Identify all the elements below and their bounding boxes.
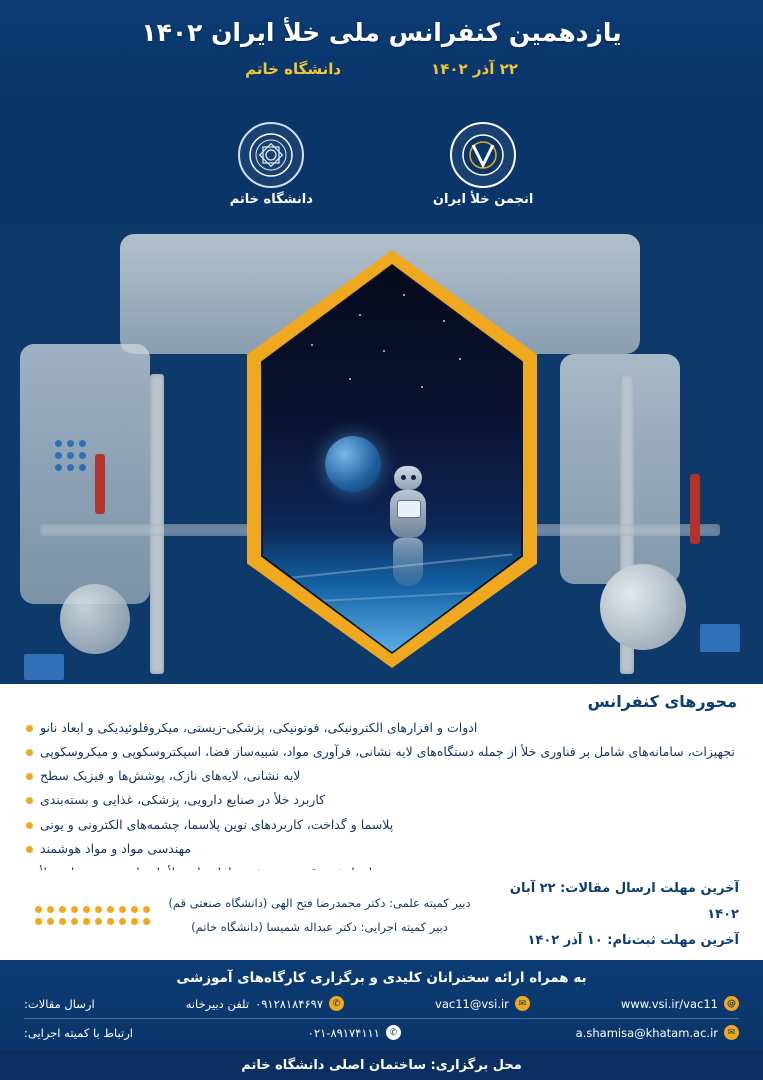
topic-text: ادوات و افزارهای الکترونیکی، فوتونیکی، پزشکی-زیستی، میکروفلوئیدیکی و ابعاد نانو <box>40 720 478 735</box>
label-executive-contact <box>24 1026 133 1040</box>
poster-header <box>0 0 763 104</box>
website-text: www.vsi.ir/vac11 <box>620 996 718 1011</box>
topic-text: مهندسی مواد و مواد هوشمند <box>40 840 192 856</box>
page-title: یازدهمین کنفرانس ملی خلأ ایران ۱۴۰۲ <box>141 18 622 47</box>
planet-earth-graphic <box>325 436 381 492</box>
phone-icon: ✆ <box>386 1025 401 1040</box>
bullet-dot-icon <box>26 725 33 732</box>
header-subrow <box>0 60 763 78</box>
executive-committee-secretary: دبیر کمیته اجرایی: دکتر عبداله شمیسا (دانشگاه خاتم) <box>191 920 448 934</box>
contact-phone-executive[interactable] <box>308 1025 401 1040</box>
topics-heading: محورهای کنفرانس <box>587 692 737 711</box>
topic-text: لایه نشانی، لایه‌های نازک، پوشش‌ها و فیزیک سطح <box>40 768 301 784</box>
bullet-dot-icon <box>26 822 33 829</box>
footer-lead-text: به همراه ارائه سخنرانان کلیدی و برگزاری کارگاه‌های آموزشی <box>176 970 587 986</box>
bullet-dot-icon <box>26 846 33 853</box>
contact-row-papers <box>24 996 739 1011</box>
bullet-dot-icon <box>26 773 33 780</box>
committee-block <box>150 891 489 939</box>
header-venue-short: دانشگاه خاتم <box>245 60 342 78</box>
topic-text: کاربرد خلأ در صنایع دارویی، پزشکی، غذایی و بسته‌بندی <box>40 792 326 808</box>
venue-bar <box>0 1050 763 1080</box>
topic-item <box>26 743 737 761</box>
venue-text: محل برگزاری: ساختمان اصلی دانشگاه خاتم <box>241 1057 522 1073</box>
deadlines-block <box>489 876 739 954</box>
topic-item <box>26 816 737 834</box>
scientific-committee-secretary: دبیر کمیته علمی: دکتر محمدرضا فتح الهی (دانشگاه صنعتی قم) <box>168 895 471 910</box>
logo-iranian-vacuum-society <box>433 122 533 207</box>
contact-website[interactable] <box>621 996 739 1011</box>
email-text: vac11@vsi.ir <box>435 996 509 1011</box>
topic-item <box>26 719 737 737</box>
topic-text: پلاسما و گداخت، کاربردهای نوین پلاسما، چشمه‌های الکترونی و یونی <box>40 816 394 832</box>
contact-row-executive <box>24 1025 739 1040</box>
envelope-icon: ✉ <box>515 996 530 1011</box>
contact-email-executive[interactable] <box>576 1025 739 1040</box>
khatam-university-logo-icon <box>238 122 304 188</box>
topic-text: تجهیزات، سامانه‌های شامل بر فناوری خلأ از جمله دستگاه‌های لایه نشانی، فرآوری مواد، شبیه‌ساز فضا، اسپکتروسکوپی و میکروسکوپی <box>40 744 735 760</box>
deadlines-committee-band <box>0 870 763 960</box>
bullet-dot-icon <box>26 749 33 756</box>
envelope-icon: ✉ <box>724 1025 739 1040</box>
contact-email-papers[interactable] <box>435 996 530 1011</box>
phone-label: تلفن دبیرخانه <box>185 996 250 1011</box>
contact-phone-secretariat[interactable] <box>186 996 344 1011</box>
logo-khatam-university <box>230 122 313 207</box>
topics-section <box>0 684 763 870</box>
logo-caption-khatam: دانشگاه خاتم <box>229 191 313 207</box>
footer-divider <box>24 1018 739 1019</box>
hexagon-feature-image <box>247 250 537 668</box>
decorative-dot-grid <box>24 906 150 925</box>
globe-icon: @ <box>724 996 739 1011</box>
executive-label-text: ارتباط با کمیته اجرایی: <box>24 1025 133 1040</box>
topic-item <box>26 767 737 785</box>
topic-item <box>26 840 737 858</box>
email-text: a.shamisa@khatam.ac.ir <box>575 1025 718 1040</box>
phone-text: ۰۲۱-۸۹۱۷۴۱۱۱ <box>307 1025 380 1040</box>
header-date: ۲۲ آذر ۱۴۰۲ <box>431 60 518 78</box>
iranian-vacuum-society-logo-icon <box>450 122 516 188</box>
deadline-registration: آخرین مهلت ثبت‌نام: ۱۰ آذر ۱۴۰۲ <box>527 933 739 948</box>
deadline-papers: آخرین مهلت ارسال مقالات: ۲۲ آبان ۱۴۰۲ <box>509 881 739 922</box>
logo-caption-vacuum-society: انجمن خلأ ایران <box>432 191 534 207</box>
phone-icon: ✆ <box>329 996 344 1011</box>
topic-item <box>26 791 737 809</box>
phone-text: ۰۹۱۲۸۱۸۴۶۹۷ <box>255 996 323 1011</box>
bullet-dot-icon <box>26 797 33 804</box>
label-papers-submission <box>24 997 95 1011</box>
papers-label-text: ارسال مقالات: <box>24 996 95 1011</box>
logo-band <box>0 104 763 224</box>
